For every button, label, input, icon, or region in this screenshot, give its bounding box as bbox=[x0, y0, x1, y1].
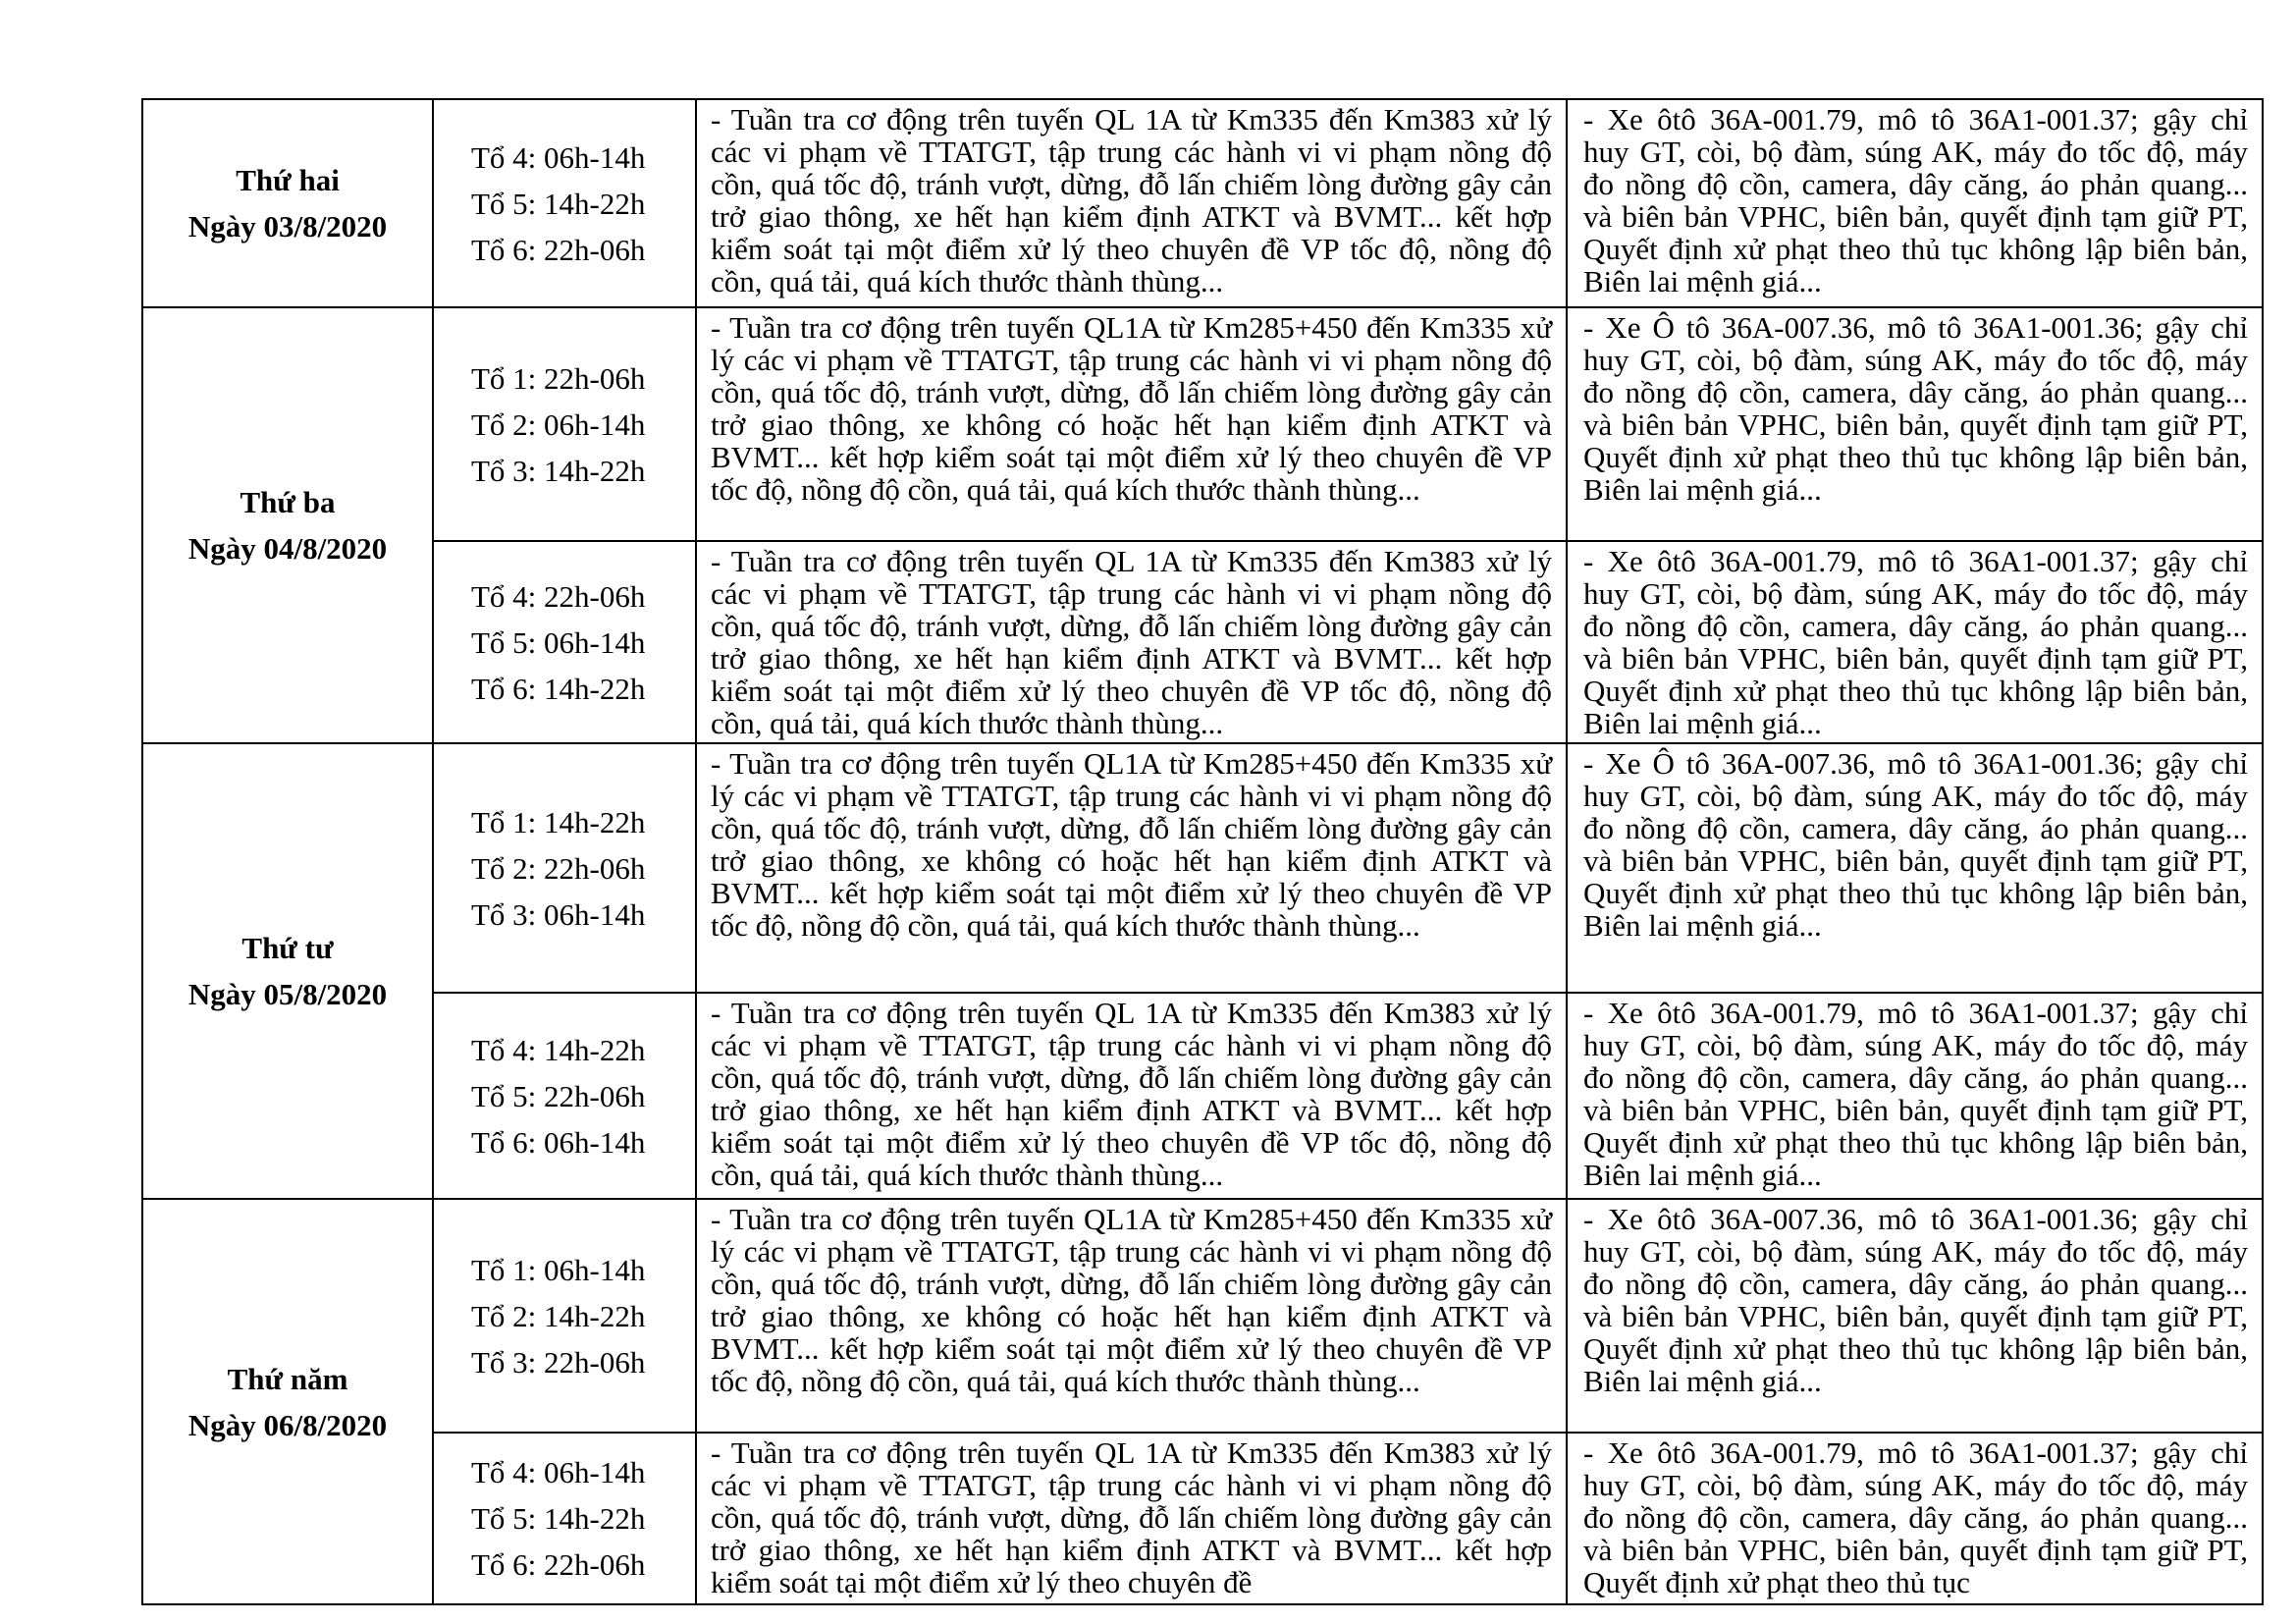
equipment-cell: - Xe Ô tô 36A-007.36, mô tô 36A1-001.36; gậy chỉ huy GT, còi, bộ đàm, súng AK, máy đo tốc độ, máy đo nồng độ cồn, camera, dây căng, áo phản quang... và biên bản VPHC, biên bản, quyết định tạm giữ PT, Quyết định xử phạt theo thủ tục không lập biên bản, Biên lai mệnh giá... bbox=[1567, 743, 2263, 993]
equipment-cell: - Xe Ô tô 36A-007.36, mô tô 36A1-001.36; gậy chỉ huy GT, còi, bộ đàm, súng AK, máy đo tốc độ, máy đo nồng độ cồn, camera, dây căng, áo phản quang... và biên bản VPHC, biên bản, quyết định tạm giữ PT, Quyết định xử phạt theo thủ tục không lập biên bản, Biên lai mệnh giá... bbox=[1567, 307, 2263, 541]
equipment-cell: - Xe ôtô 36A-001.79, mô tô 36A1-001.37; gậy chỉ huy GT, còi, bộ đàm, súng AK, máy đo tốc độ, máy đo nồng độ cồn, camera, dây căng, áo phản quang... và biên bản VPHC, biên bản, quyết định tạm giữ PT, Quyết định xử phạt theo thủ tục bbox=[1567, 1433, 2263, 1604]
team-shift: Tổ 3: 22h-06h bbox=[471, 1344, 646, 1380]
day-date: Ngày 06/8/2020 bbox=[187, 1407, 388, 1442]
table-row bbox=[142, 743, 2263, 993]
task-cell: - Tuần tra cơ động trên tuyến QL 1A từ Km335 đến Km383 xử lý các vi phạm về TTATGT, tập trung các hành vi vi phạm nồng độ cồn, quá tốc độ, tránh vượt, dừng, đỗ lấn chiếm lòng đường gây cản trở giao thông, xe hết hạn kiểm định ATKT và BVMT... kết hợp kiểm soát tại một điểm xử lý theo chuyên đề VP tốc độ, nồng độ cồn, quá tải, quá kích thước thành thùng... bbox=[696, 993, 1567, 1199]
day-cell bbox=[142, 743, 433, 1199]
team-shift: Tổ 3: 06h-14h bbox=[471, 896, 646, 932]
task-cell: - Tuần tra cơ động trên tuyến QL1A từ Km285+450 đến Km335 xử lý các vi phạm về TTATGT, tập trung các hành vi vi phạm nồng độ cồn, quá tốc độ, tránh vượt, dừng, đỗ lấn chiếm lòng đường gây cản trở giao thông, xe không có hoặc hết hạn kiểm định ATKT và BVMT... kết hợp kiểm soát tại một điểm xử lý theo chuyên đề VP tốc độ, nồng độ cồn, quá tải, quá kích thước thành thùng... bbox=[696, 307, 1567, 541]
day-date: Ngày 03/8/2020 bbox=[187, 209, 388, 244]
patrol-schedule-table bbox=[141, 98, 2264, 1605]
team-shift: Tổ 6: 22h-06h bbox=[471, 232, 646, 267]
team-shift: Tổ 1: 22h-06h bbox=[471, 360, 646, 396]
task-cell: - Tuần tra cơ động trên tuyến QL 1A từ Km335 đến Km383 xử lý các vi phạm về TTATGT, tập trung các hành vi vi phạm nồng độ cồn, quá tốc độ, tránh vượt, dừng, đỗ lấn chiếm lòng đường gây cản trở giao thông, xe hết hạn kiểm định ATKT và BVMT... kết hợp kiểm soát tại một điểm xử lý theo chuyên đề VP tốc độ, nồng độ cồn, quá tải, quá kích thước thành thùng... bbox=[696, 99, 1567, 307]
day-name: Thứ năm bbox=[227, 1361, 348, 1396]
team-shift: Tổ 5: 22h-06h bbox=[471, 1078, 646, 1113]
day-date: Ngày 04/8/2020 bbox=[187, 531, 388, 566]
team-shift: Tổ 6: 14h-22h bbox=[471, 671, 646, 706]
day-cell bbox=[142, 307, 433, 743]
day-cell bbox=[142, 1199, 433, 1604]
equipment-cell: - Xe ôtô 36A-001.79, mô tô 36A1-001.37; gậy chỉ huy GT, còi, bộ đàm, súng AK, máy đo tốc độ, máy đo nồng độ cồn, camera, dây căng, áo phản quang... và biên bản VPHC, biên bản, quyết định tạm giữ PT, Quyết định xử phạt theo thủ tục không lập biên bản, Biên lai mệnh giá... bbox=[1567, 99, 2263, 307]
teams-cell bbox=[433, 99, 696, 307]
day-date: Ngày 05/8/2020 bbox=[187, 977, 388, 1011]
task-cell: - Tuần tra cơ động trên tuyến QL1A từ Km285+450 đến Km335 xử lý các vi phạm về TTATGT, tập trung các hành vi vi phạm nồng độ cồn, quá tốc độ, tránh vượt, dừng, đỗ lấn chiếm lòng đường gây cản trở giao thông, xe không có hoặc hết hạn kiểm định ATKT và BVMT... kết hợp kiểm soát tại một điểm xử lý theo chuyên đề VP tốc độ, nồng độ cồn, quá tải, quá kích thước thành thùng... bbox=[696, 1199, 1567, 1433]
team-shift: Tổ 2: 14h-22h bbox=[471, 1298, 646, 1333]
equipment-cell: - Xe ôtô 36A-007.36, mô tô 36A1-001.36; gậy chỉ huy GT, còi, bộ đàm, súng AK, máy đo tốc độ, máy đo nồng độ cồn, camera, dây căng, áo phản quang... và biên bản VPHC, biên bản, quyết định tạm giữ PT, Quyết định xử phạt theo thủ tục không lập biên bản, Biên lai mệnh giá... bbox=[1567, 1199, 2263, 1433]
team-shift: Tổ 2: 22h-06h bbox=[471, 850, 646, 886]
team-shift: Tổ 4: 14h-22h bbox=[471, 1032, 646, 1067]
team-shift: Tổ 6: 06h-14h bbox=[471, 1124, 646, 1160]
task-cell: - Tuần tra cơ động trên tuyến QL 1A từ Km335 đến Km383 xử lý các vi phạm về TTATGT, tập trung các hành vi vi phạm nồng độ cồn, quá tốc độ, tránh vượt, dừng, đỗ lấn chiếm lòng đường gây cản trở giao thông, xe hết hạn kiểm định ATKT và BVMT... kết hợp kiểm soát tại một điểm xử lý theo chuyên đề bbox=[696, 1433, 1567, 1604]
table-row bbox=[142, 1433, 2263, 1604]
table-row bbox=[142, 993, 2263, 1199]
day-name: Thứ hai bbox=[236, 163, 340, 197]
team-shift: Tổ 6: 22h-06h bbox=[471, 1547, 646, 1582]
teams-cell bbox=[433, 541, 696, 743]
day-cell bbox=[142, 99, 433, 307]
team-shift: Tổ 4: 06h-14h bbox=[471, 1455, 646, 1489]
day-name: Thứ tư bbox=[241, 931, 334, 965]
table-row bbox=[142, 307, 2263, 541]
teams-cell bbox=[433, 993, 696, 1199]
team-shift: Tổ 1: 14h-22h bbox=[471, 804, 646, 839]
team-shift: Tổ 4: 22h-06h bbox=[471, 578, 646, 614]
task-cell: - Tuần tra cơ động trên tuyến QL1A từ Km285+450 đến Km335 xử lý các vi phạm về TTATGT, tập trung các hành vi vi phạm nồng độ cồn, quá tốc độ, tránh vượt, dừng, đỗ lấn chiếm lòng đường gây cản trở giao thông, xe không có hoặc hết hạn kiểm định ATKT và BVMT... kết hợp kiểm soát tại một điểm xử lý theo chuyên đề VP tốc độ, nồng độ cồn, quá tải, quá kích thước thành thùng... bbox=[696, 743, 1567, 993]
equipment-cell: - Xe ôtô 36A-001.79, mô tô 36A1-001.37; gậy chỉ huy GT, còi, bộ đàm, súng AK, máy đo tốc độ, máy đo nồng độ cồn, camera, dây căng, áo phản quang... và biên bản VPHC, biên bản, quyết định tạm giữ PT, Quyết định xử phạt theo thủ tục không lập biên bản, Biên lai mệnh giá... bbox=[1567, 541, 2263, 743]
table-row bbox=[142, 541, 2263, 743]
teams-cell bbox=[433, 1433, 696, 1604]
task-cell: - Tuần tra cơ động trên tuyến QL 1A từ Km335 đến Km383 xử lý các vi phạm về TTATGT, tập trung các hành vi vi phạm nồng độ cồn, quá tốc độ, tránh vượt, dừng, đỗ lấn chiếm lòng đường gây cản trở giao thông, xe hết hạn kiểm định ATKT và BVMT... kết hợp kiểm soát tại một điểm xử lý theo chuyên đề VP tốc độ, nồng độ cồn, quá tải, quá kích thước thành thùng... bbox=[696, 541, 1567, 743]
teams-cell bbox=[433, 1199, 696, 1433]
team-shift: Tổ 1: 06h-14h bbox=[471, 1252, 646, 1287]
day-name: Thứ ba bbox=[240, 485, 336, 519]
team-shift: Tổ 2: 06h-14h bbox=[471, 406, 646, 442]
table-row bbox=[142, 1199, 2263, 1433]
table-row bbox=[142, 99, 2263, 307]
team-shift: Tổ 5: 06h-14h bbox=[471, 624, 646, 660]
equipment-cell: - Xe ôtô 36A-001.79, mô tô 36A1-001.37; gậy chỉ huy GT, còi, bộ đàm, súng AK, máy đo tốc độ, máy đo nồng độ cồn, camera, dây căng, áo phản quang... và biên bản VPHC, biên bản, quyết định tạm giữ PT, Quyết định xử phạt theo thủ tục không lập biên bản, Biên lai mệnh giá... bbox=[1567, 993, 2263, 1199]
team-shift: Tổ 5: 14h-22h bbox=[471, 186, 646, 221]
team-shift: Tổ 3: 14h-22h bbox=[471, 453, 646, 488]
team-shift: Tổ 4: 06h-14h bbox=[471, 139, 646, 175]
teams-cell bbox=[433, 307, 696, 541]
teams-cell bbox=[433, 743, 696, 993]
team-shift: Tổ 5: 14h-22h bbox=[471, 1501, 646, 1536]
